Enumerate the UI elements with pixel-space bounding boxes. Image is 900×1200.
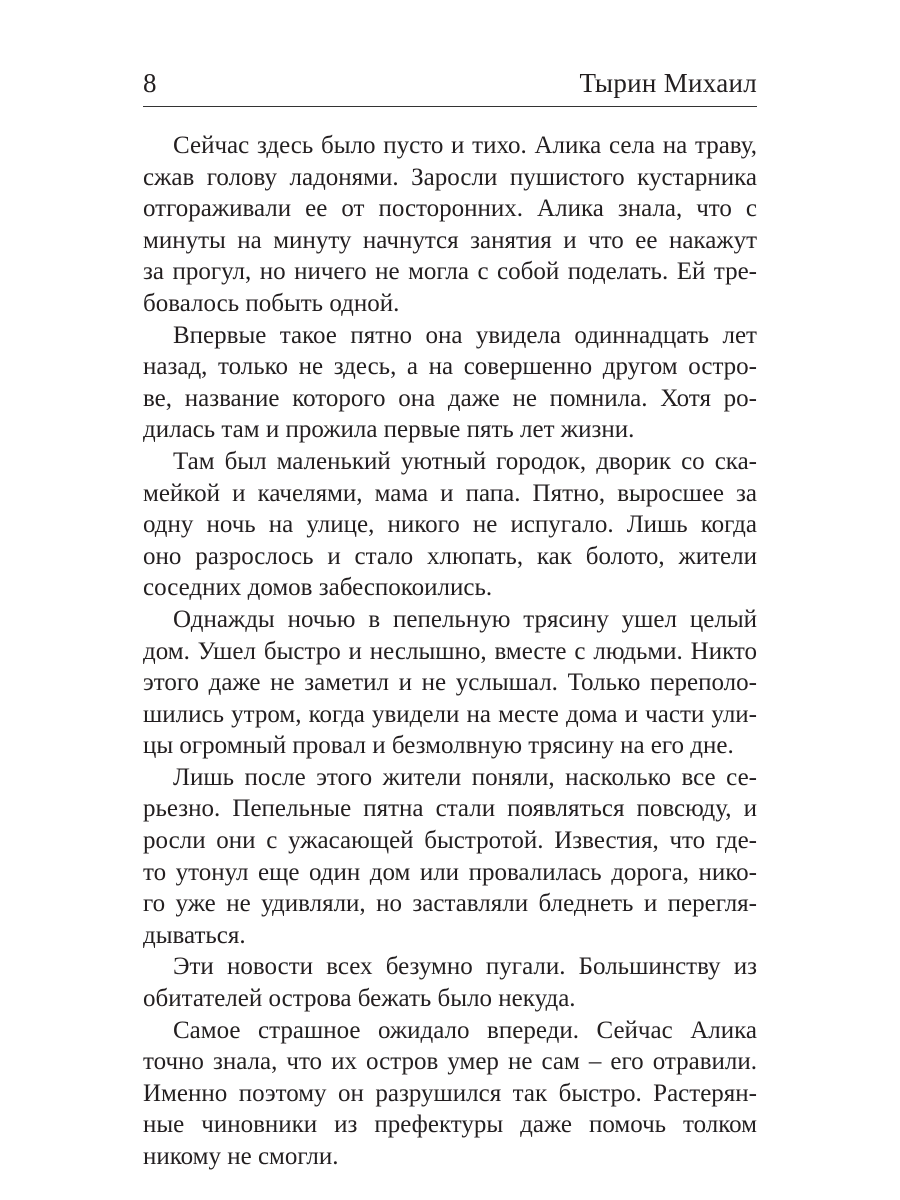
running-title: Тырин Михаил xyxy=(579,68,757,98)
body-text xyxy=(143,130,757,1173)
text-line: росли они с ужасающей быстротой. Известия, что где- xyxy=(143,827,757,855)
paragraph xyxy=(143,130,757,320)
text-line: дилась там и прожила первые пять лет жизни. xyxy=(143,416,635,444)
text-line: Именно поэтому он разрушился так быстро. Растерян- xyxy=(143,1079,757,1107)
text-line: минуты на минуту начнутся занятия и что ее накажут xyxy=(143,226,757,254)
page-number: 8 xyxy=(143,68,157,98)
page-header xyxy=(143,66,757,106)
text-line: этого даже не заметил и не услышал. Только переполо- xyxy=(143,669,757,697)
text-line: Однажды ночью в пепельную трясину ушел целый xyxy=(173,605,757,633)
text-line: дываться. xyxy=(143,921,246,949)
text-line: ве, название которого она даже не помнила. Хотя ро- xyxy=(143,384,757,412)
text-line: за прогул, но ничего не могла с собой поделать. Ей тре- xyxy=(143,258,757,286)
text-line: то утонул еще один дом или провалилась дорога, нико- xyxy=(143,858,757,886)
text-line: отгораживали ее от посторонних. Алика знала, что с xyxy=(143,195,757,223)
text-line: оно разрослось и стало хлюпать, как болото, жители xyxy=(143,542,757,570)
text-line: Самое страшное ожидало впереди. Сейчас Алика xyxy=(173,1016,757,1044)
header-rule xyxy=(143,106,757,107)
paragraph xyxy=(143,604,757,762)
paragraph xyxy=(143,762,757,952)
text-line: мейкой и качелями, мама и папа. Пятно, выросшее за xyxy=(143,479,757,507)
paragraph xyxy=(143,1015,757,1173)
text-line: рьезно. Пепельные пятна стали появляться повсюду, и xyxy=(143,795,757,823)
text-line: обитателей острова бежать было некуда. xyxy=(143,985,576,1013)
text-line: Сейчас здесь было пусто и тихо. Алика села на траву, xyxy=(173,132,757,159)
text-line: Впервые такое пятно она увидела одиннадцать лет xyxy=(173,321,757,349)
paragraph xyxy=(143,951,757,1014)
text-line: Там был маленький уютный городок, дворик со ска- xyxy=(173,447,757,475)
text-line: назад, только не здесь, а на совершенно другом остро- xyxy=(143,353,757,381)
text-line: точно знала, что их остров умер не сам – его отравили. xyxy=(143,1048,757,1076)
paragraph xyxy=(143,446,757,604)
text-line: дом. Ушел быстро и неслышно, вместе с людьми. Никто xyxy=(143,637,757,665)
paragraph xyxy=(143,320,757,446)
text-line: цы огромный провал и безмолвную трясину на его дне. xyxy=(143,732,734,760)
text-line: ные чиновники из префектуры даже помочь толком xyxy=(143,1111,757,1139)
text-line: го уже не удивляли, но заставляли бледнеть и перегля- xyxy=(143,890,757,918)
text-line: Лишь после этого жители поняли, насколько все се- xyxy=(173,763,757,791)
text-line: бовалось побыть одной. xyxy=(143,289,400,317)
text-line: шились утром, когда увидели на месте дома и части ули- xyxy=(143,700,757,728)
text-line: одну ночь на улице, никого не испугало. Лишь когда xyxy=(143,511,757,539)
text-line: сжав голову ладонями. Заросли пушистого кустарника xyxy=(143,163,757,191)
text-line: Эти новости всех безумно пугали. Большинству из xyxy=(173,953,757,981)
text-line: соседних домов забеспокоились. xyxy=(143,574,493,602)
text-line: никому не смогли. xyxy=(143,1143,339,1170)
